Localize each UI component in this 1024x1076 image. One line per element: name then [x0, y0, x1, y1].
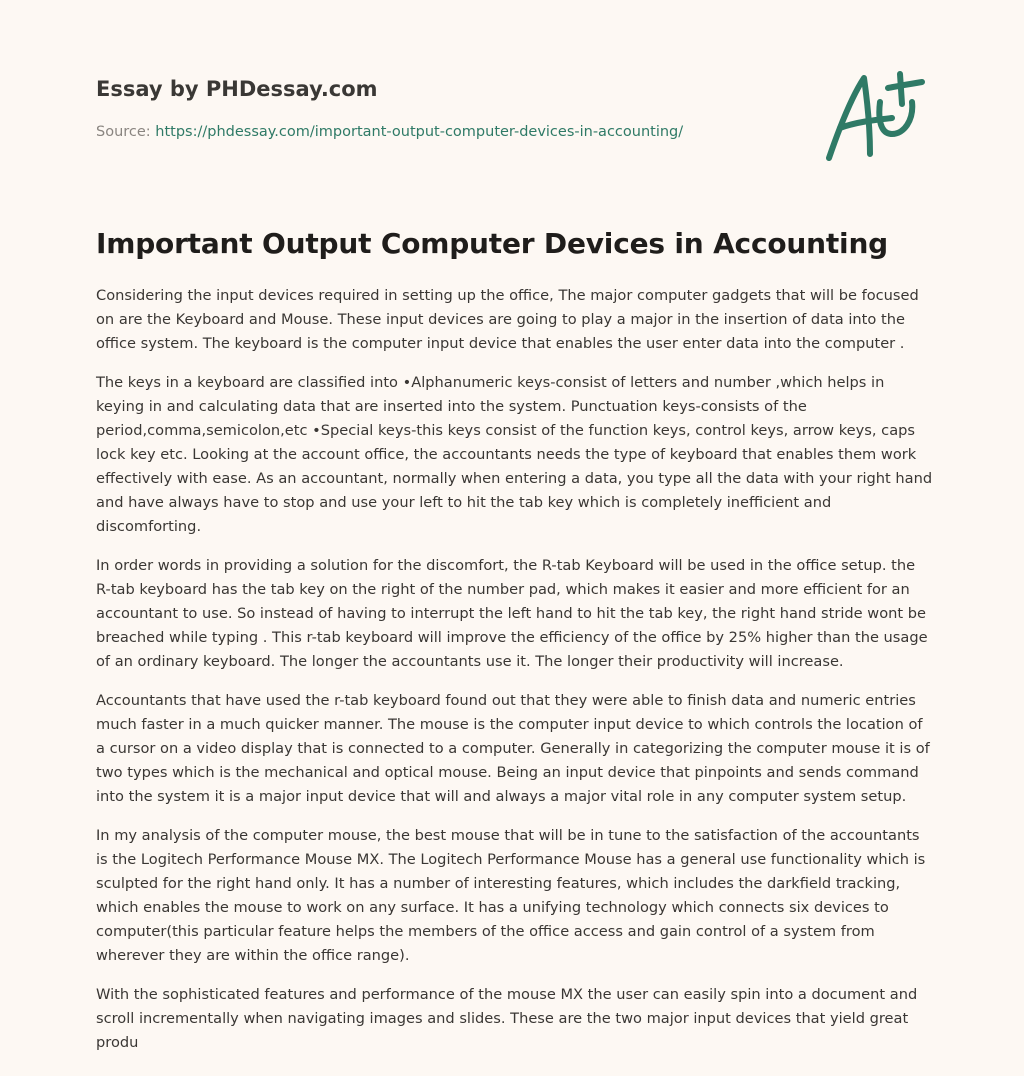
article-body: [96, 284, 934, 1070]
paragraph: With the sophisticated features and performance of the mouse MX the user can easily spin into a document and scroll incrementally when navigating images and slides. These are the two major input devices that yield great produ: [96, 986, 918, 1051]
paragraph: Considering the input devices required in setting up the office, The major computer gadgets that will be focused on are the Keyboard and Mouse. These input devices are going to play a major in the insertion of data into the office system. The keyboard is the computer input device that enables the user enter data into the computer .: [96, 287, 919, 352]
a-plus-logo-icon: [818, 66, 928, 166]
site-brand: Essay by PHDessay.com: [96, 77, 378, 101]
source-line: [96, 122, 776, 142]
article-title: Important Output Computer Devices in Accounting: [96, 227, 889, 260]
source-link[interactable]: https://phdessay.com/important-output-computer-devices-in-accounting/: [155, 124, 684, 140]
source-label: Source:: [96, 124, 156, 140]
paragraph: In order words in providing a solution for the discomfort, the R-tab Keyboard will be used in the office setup. the R-tab keyboard has the tab key on the right of the number pad, which makes it easier and more efficient for an accountant to use. So instead of having to interrupt the left hand to hit the tab key, the right hand stride wont be breached while typing . This r-tab keyboard will improve the efficiency of the office by 25% higher than the usage of an ordinary keyboard. The longer the accountants use it. The longer their productivity will increase.: [96, 557, 928, 670]
paragraph: The keys in a keyboard are classified into •Alphanumeric keys-consist of letters and number ,which helps in keying in and calculating data that are inserted into the system. Punctuation keys-consists of the period,comma,semicolon,etc •Special keys-this keys consist of the function keys, control keys, arrow keys, caps lock key etc. Looking at the account office, the accountants needs the type of keyboard that enables them work effectively with ease. As an accountant, normally when entering a data, you type all the data with your right hand and have always have to stop and use your left to hit the tab key which is completely inefficient and discomforting.: [96, 374, 933, 535]
paragraph: In my analysis of the computer mouse, the best mouse that will be in tune to the satisfaction of the accountants is the Logitech Performance Mouse MX. The Logitech Performance Mouse has a general use functionality which is sculpted for the right hand only. It has a number of interesting features, which includes the darkfield tracking, which enables the mouse to work on any surface. It has a unifying technology which connects six devices to computer(this particular feature helps the members of the office access and gain control of a system from wherever they are within the office range).: [96, 827, 926, 964]
paragraph: Accountants that have used the r-tab keyboard found out that they were able to finish data and numeric entries much faster in a much quicker manner. The mouse is the computer input device to which controls the location of a cursor on a video display that is connected to a computer. Generally in categorizing the computer mouse it is of two types which is the mechanical and optical mouse. Being an input device that pinpoints and sends command into the system it is a major input device that will and always a major vital role in any computer system setup.: [96, 692, 930, 805]
page-header: [96, 74, 776, 142]
